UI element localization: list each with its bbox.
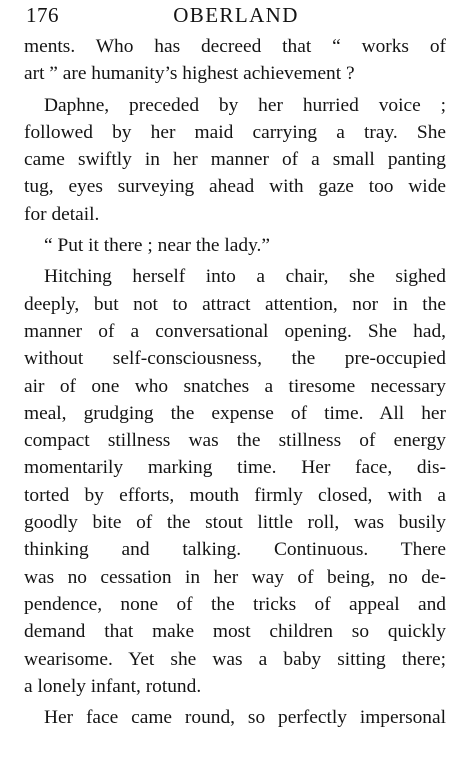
text-line: Daphne, preceded by her hurried voice ; <box>44 94 446 116</box>
text-line: torted by efforts, mouth firmly closed, with a <box>24 484 446 506</box>
text-line: followed by her maid carrying a tray. She <box>24 121 446 143</box>
text-line: was no cessation in her way of being, no de- <box>24 566 446 588</box>
paragraph-2 <box>24 92 446 228</box>
text-line: thinking and talking. Continuous. There <box>24 539 446 561</box>
paragraph-5 <box>24 704 446 731</box>
text-line: momentarily marking time. Her face, dis- <box>24 457 446 479</box>
text-line: deeply, but not to attract attention, nor in the <box>24 293 446 315</box>
paragraph-3 <box>24 232 446 259</box>
text-line: without self-consciousness, the pre-occupied <box>24 348 446 370</box>
page-number: 176 <box>26 3 59 27</box>
text-line: art ” are humanity’s highest achievement ? <box>24 63 355 85</box>
text-line: wearisome. Yet she was a baby sitting there; <box>24 648 446 670</box>
text-line: goodly bite of the stout little roll, was busily <box>24 512 446 534</box>
running-head: OBERLAND <box>173 3 299 27</box>
text-line: manner of a conversational opening. She had, <box>24 320 446 342</box>
text-line: tug, eyes surveying ahead with gaze too wide <box>24 176 446 198</box>
body-text <box>24 33 446 731</box>
paragraph-1 <box>24 33 446 88</box>
text-line: came swiftly in her manner of a small panting <box>24 149 446 171</box>
text-line: a lonely infant, rotund. <box>24 675 202 697</box>
text-line: for detail. <box>24 203 100 225</box>
text-line: air of one who snatches a tiresome necessary <box>24 375 446 397</box>
text-line: compact stillness was the stillness of energy <box>24 430 446 452</box>
text-line: Her face came round, so perfectly impersonal <box>44 707 446 729</box>
text-line: meal, grudging the expense of time. All her <box>24 402 446 424</box>
text-line: ments. Who has decreed that “ works of <box>24 36 446 57</box>
text-line: “ Put it there ; near the lady.” <box>44 235 270 257</box>
paragraph-4 <box>24 263 446 700</box>
text-line: Hitching herself into a chair, she sighed <box>44 266 446 288</box>
page-header <box>26 1 446 29</box>
text-line: pendence, none of the tricks of appeal and <box>24 593 446 615</box>
text-line: demand that make most children so quickly <box>24 621 446 643</box>
